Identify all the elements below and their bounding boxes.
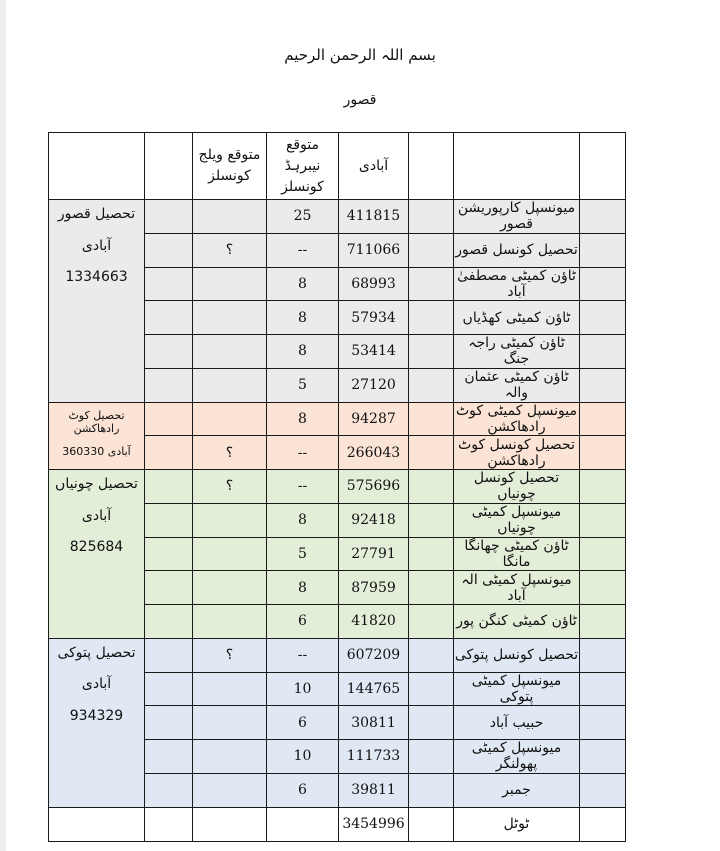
blank-cell (580, 706, 626, 740)
neighbourhood-council-cell: 5 (267, 368, 339, 402)
blank-cell (409, 571, 454, 605)
blank-cell (409, 706, 454, 740)
blank-cell (409, 233, 454, 267)
blank-cell (580, 267, 626, 301)
blank-cell (193, 807, 267, 841)
population-cell: 30811 (339, 706, 409, 740)
village-council-cell (193, 571, 267, 605)
population-cell: 87959 (339, 571, 409, 605)
blank-cell (580, 470, 626, 504)
table-row (49, 200, 626, 234)
local-govt-name-cell: میونسپل کمیٹی الہ آباد (454, 571, 580, 605)
blank-cell (145, 773, 193, 807)
tehsil-summary-cell (49, 200, 145, 403)
blank-cell (145, 200, 193, 234)
page-edge-strip (0, 0, 6, 851)
blank-cell (145, 436, 193, 470)
neighbourhood-council-cell: -- (267, 233, 339, 267)
tehsil-label-line: آبادی (81, 676, 112, 693)
blank-cell (580, 368, 626, 402)
local-govt-name-cell: میونسپل کمیٹی پھولنگر (454, 740, 580, 774)
blank-cell (580, 571, 626, 605)
neighbourhood-council-cell: 25 (267, 200, 339, 234)
blank-cell (145, 368, 193, 402)
neighbourhood-council-cell: 8 (267, 301, 339, 335)
population-cell: 57934 (339, 301, 409, 335)
blank-cell (409, 605, 454, 639)
population-cell: 411815 (339, 200, 409, 234)
blank-cell (580, 503, 626, 537)
blank-cell (145, 672, 193, 706)
blank-cell (409, 740, 454, 774)
neighbourhood-council-cell: 6 (267, 773, 339, 807)
blank-cell (145, 638, 193, 672)
blank-cell (145, 267, 193, 301)
blank-cell (409, 301, 454, 335)
neighbourhood-council-cell: 6 (267, 706, 339, 740)
village-council-cell (193, 740, 267, 774)
blank-cell (409, 537, 454, 571)
local-govt-name-cell: تحصیل کونسل پتوکی (454, 638, 580, 672)
table-row (49, 638, 626, 672)
header-neighbourhood-councils: متوقع نیبرہڈ کونسلز (267, 133, 339, 200)
blank-cell (580, 436, 626, 470)
population-cell: 111733 (339, 740, 409, 774)
blank-cell (267, 807, 339, 841)
district-title: قصور (343, 92, 377, 108)
village-council-cell: ؟ (193, 638, 267, 672)
tehsil-label-line: تحصیل کوٹ رادھاکشن (68, 408, 125, 435)
blank-cell (145, 470, 193, 504)
header-village-councils: متوقع ویلج کونسلز (193, 133, 267, 200)
total-label-cell: ٹوٹل (454, 807, 580, 841)
population-cell: 711066 (339, 233, 409, 267)
local-govt-name-cell: تحصیل کونسل کوٹ رادھاکشن (454, 436, 580, 470)
blank-cell (580, 807, 626, 841)
header-cell-blank (409, 133, 454, 200)
blank-cell (145, 402, 193, 436)
tehsil-label-line: آبادی (81, 507, 112, 524)
blank-cell (580, 740, 626, 774)
tehsil-label-line: آبادی 360330 (62, 444, 131, 458)
village-council-cell (193, 335, 267, 369)
blank-cell (409, 402, 454, 436)
population-cell: 27791 (339, 537, 409, 571)
neighbourhood-council-cell: 8 (267, 267, 339, 301)
local-govt-name-cell: میونسپل کمیٹی چونیاں (454, 503, 580, 537)
village-council-cell (193, 402, 267, 436)
tehsil-label-line: آبادی (81, 237, 112, 254)
header-cell-tehsil (49, 133, 145, 200)
local-govt-name-cell: ٹاؤن کمیٹی کنگن پور (454, 605, 580, 639)
village-council-cell: ؟ (193, 436, 267, 470)
local-govt-name-cell: ٹاؤن کمیٹی چھانگا مانگا (454, 537, 580, 571)
blank-cell (409, 267, 454, 301)
blank-cell (145, 537, 193, 571)
village-council-cell (193, 773, 267, 807)
blank-cell (145, 807, 193, 841)
bismillah-heading: بسم اللہ الرحمن الرحیم (284, 46, 436, 64)
blank-cell (145, 740, 193, 774)
blank-cell (580, 638, 626, 672)
neighbourhood-council-cell: 8 (267, 402, 339, 436)
blank-cell (409, 470, 454, 504)
local-govt-name-cell: ٹاؤن کمیٹی کھڈیاں (454, 301, 580, 335)
header-cell-blank (580, 133, 626, 200)
blank-cell (409, 436, 454, 470)
blank-cell (580, 233, 626, 267)
local-govt-name-cell: ٹاؤن کمیٹی راجہ جنگ (454, 335, 580, 369)
neighbourhood-council-cell: 10 (267, 672, 339, 706)
total-population-cell: 3454996 (339, 807, 409, 841)
neighbourhood-council-cell: -- (267, 470, 339, 504)
local-govt-name-cell: میونسپل کارپوریشن قصور (454, 200, 580, 234)
neighbourhood-council-cell: 8 (267, 335, 339, 369)
blank-cell (145, 503, 193, 537)
village-council-cell (193, 301, 267, 335)
tehsil-label-line: تحصیل قصور (57, 206, 136, 222)
blank-cell (580, 773, 626, 807)
population-cell: 144765 (339, 672, 409, 706)
local-govt-name-cell: حبیب آباد (454, 706, 580, 740)
population-cell: 39811 (339, 773, 409, 807)
blank-cell (580, 672, 626, 706)
neighbourhood-council-cell: -- (267, 436, 339, 470)
tehsil-label-line: 934329 (69, 707, 124, 724)
village-council-cell (193, 537, 267, 571)
blank-cell (409, 335, 454, 369)
population-cell: 607209 (339, 638, 409, 672)
population-cell: 27120 (339, 368, 409, 402)
blank-cell (409, 773, 454, 807)
tehsil-summary-cell (49, 402, 145, 470)
blank-cell (49, 807, 145, 841)
blank-cell (409, 200, 454, 234)
blank-cell (409, 672, 454, 706)
blank-cell (145, 301, 193, 335)
blank-cell (145, 571, 193, 605)
table-row (49, 470, 626, 504)
tehsil-summary-cell (49, 638, 145, 807)
blank-cell (580, 301, 626, 335)
tehsil-label-line: 825684 (69, 539, 124, 555)
neighbourhood-council-cell: 8 (267, 571, 339, 605)
header-population: آبادی (339, 133, 409, 200)
councils-table (48, 132, 626, 842)
village-council-cell (193, 368, 267, 402)
population-cell: 92418 (339, 503, 409, 537)
blank-cell (580, 200, 626, 234)
local-govt-name-cell: میونسپل کمیٹی پتوکی (454, 672, 580, 706)
tehsil-label-line: تحصیل پتوکی (57, 644, 136, 661)
blank-cell (580, 537, 626, 571)
village-council-cell: ؟ (193, 470, 267, 504)
population-cell: 94287 (339, 402, 409, 436)
blank-cell (145, 335, 193, 369)
header-row (49, 133, 626, 200)
local-govt-name-cell: جمبر (454, 773, 580, 807)
village-council-cell (193, 672, 267, 706)
blank-cell (580, 402, 626, 436)
header-cell-name (454, 133, 580, 200)
local-govt-name-cell: ٹاؤن کمیٹی مصطفیٰ آباد (454, 267, 580, 301)
local-govt-name-cell: ٹاؤن کمیٹی عثمان والہ (454, 368, 580, 402)
village-council-cell (193, 706, 267, 740)
population-cell: 53414 (339, 335, 409, 369)
tehsil-label-line: 1334663 (65, 269, 128, 285)
blank-cell (409, 807, 454, 841)
population-cell: 575696 (339, 470, 409, 504)
blank-cell (409, 503, 454, 537)
tehsil-label-line: تحصیل چونیاں (55, 476, 138, 492)
header-cell-blank (145, 133, 193, 200)
neighbourhood-council-cell: 6 (267, 605, 339, 639)
population-cell: 68993 (339, 267, 409, 301)
population-cell: 41820 (339, 605, 409, 639)
local-govt-name-cell: تحصیل کونسل قصور (454, 233, 580, 267)
neighbourhood-council-cell: 8 (267, 503, 339, 537)
blank-cell (145, 233, 193, 267)
blank-cell (145, 605, 193, 639)
blank-cell (580, 605, 626, 639)
local-govt-name-cell: تحصیل کونسل چونیاں (454, 470, 580, 504)
village-council-cell (193, 200, 267, 234)
blank-cell (409, 638, 454, 672)
village-council-cell (193, 267, 267, 301)
total-row (49, 807, 626, 841)
village-council-cell: ؟ (193, 233, 267, 267)
population-cell: 266043 (339, 436, 409, 470)
table-row (49, 402, 626, 436)
local-govt-name-cell: میونسپل کمیٹی کوٹ رادھاکشن (454, 402, 580, 436)
neighbourhood-council-cell: -- (267, 638, 339, 672)
blank-cell (145, 706, 193, 740)
neighbourhood-council-cell: 10 (267, 740, 339, 774)
village-council-cell (193, 503, 267, 537)
tehsil-summary-cell (49, 470, 145, 639)
blank-cell (580, 335, 626, 369)
neighbourhood-council-cell: 5 (267, 537, 339, 571)
village-council-cell (193, 605, 267, 639)
blank-cell (409, 368, 454, 402)
